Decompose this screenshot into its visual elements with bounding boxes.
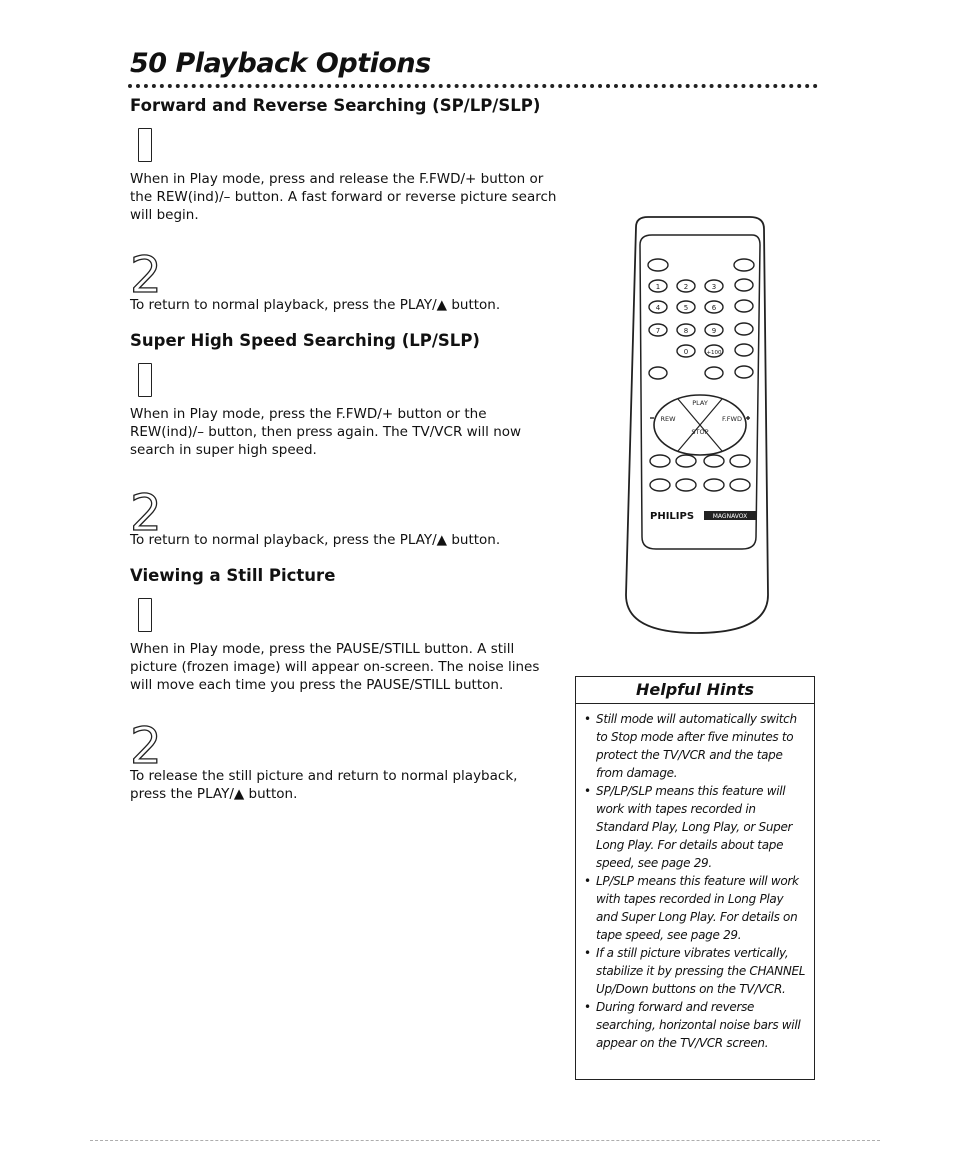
step-text: When in Play mode, press the F.FWD/+ button or the REW(ind)/– button, then press again. The TV/VCR will now search in super high speed. bbox=[130, 406, 522, 458]
hint-item: • LP/SLP means this feature will work with tapes recorded in Long Play and Super Long Play. For details on tape speed, see page 29. bbox=[582, 872, 808, 944]
hint-item: • If a still picture vibrates vertically, stabilize it by pressing the CHANNEL Up/Down buttons on the TV/VCR. bbox=[582, 944, 808, 998]
step-text: When in Play mode, press the PAUSE/STILL button. A still picture (frozen image) will appear on-screen. The noise lines will move each time you press the PAUSE/STILL button. bbox=[130, 641, 540, 693]
step-text: To return to normal playback, press the PLAY/▲ button. bbox=[130, 532, 501, 548]
ffwd-label: F.FWD bbox=[722, 415, 742, 423]
step-number-1 bbox=[138, 598, 152, 632]
hint-item: • Still mode will automatically switch to Stop mode after five minutes to protect the TV/VCR and the tape from damage. bbox=[582, 710, 808, 782]
page-title: 50 Playback Options bbox=[130, 48, 431, 79]
number-key-label: 3 bbox=[711, 283, 717, 291]
helpful-hints-box bbox=[575, 676, 815, 1080]
number-key-label: 8 bbox=[683, 327, 689, 335]
number-key-label: 2 bbox=[683, 283, 689, 291]
number-key-label: 1 bbox=[655, 283, 661, 291]
hint-item: • SP/LP/SLP means this feature will work with tapes recorded in Standard Play, Long Play, or Super Long Play. For details about tape speed, see page 29. bbox=[582, 782, 808, 872]
hint-item: • During forward and reverse searching, horizontal noise bars will appear on the TV/VCR screen. bbox=[582, 998, 808, 1052]
title-divider bbox=[128, 84, 818, 94]
number-key-label: 9 bbox=[711, 327, 717, 335]
number-key-label: 7 bbox=[655, 327, 661, 335]
brand-label: PHILIPS bbox=[650, 511, 695, 522]
number-key-label: 6 bbox=[711, 304, 717, 312]
rew-label: REW bbox=[660, 415, 676, 423]
remote-control-illustration bbox=[622, 215, 772, 635]
number-key-label: +100 bbox=[706, 350, 722, 356]
section-heading-forward-reverse: Forward and Reverse Searching (SP/LP/SLP) bbox=[130, 96, 541, 115]
number-key-label: 5 bbox=[683, 304, 689, 312]
step-number-2: 2 bbox=[130, 484, 162, 542]
remote-control-drawing bbox=[622, 215, 772, 635]
number-key-label: 4 bbox=[655, 304, 661, 312]
step-text: To release the still picture and return to normal playback, press the PLAY/▲ button. bbox=[130, 768, 518, 802]
play-label: PLAY bbox=[692, 399, 708, 407]
scan-artifact-line bbox=[90, 1140, 880, 1142]
step-number-1 bbox=[138, 128, 152, 162]
step-number-1 bbox=[138, 363, 152, 397]
step-text: When in Play mode, press and release the F.FWD/+ button or the REW(ind)/– button. A fast forward or reverse picture search will begin. bbox=[130, 171, 557, 223]
step-number-2: 2 bbox=[130, 717, 162, 775]
number-key-label: 0 bbox=[683, 348, 689, 356]
helpful-hints-list bbox=[576, 704, 814, 1052]
section-heading-still-picture: Viewing a Still Picture bbox=[130, 566, 336, 585]
step-text: To return to normal playback, press the PLAY/▲ button. bbox=[130, 297, 501, 313]
helpful-hints-title: Helpful Hints bbox=[576, 677, 814, 704]
sub-brand-label: MAGNAVOX bbox=[712, 513, 748, 520]
section-heading-super-high-speed: Super High Speed Searching (LP/SLP) bbox=[130, 331, 480, 350]
step-number-2: 2 bbox=[130, 246, 162, 304]
stop-label: STOP bbox=[691, 428, 709, 436]
